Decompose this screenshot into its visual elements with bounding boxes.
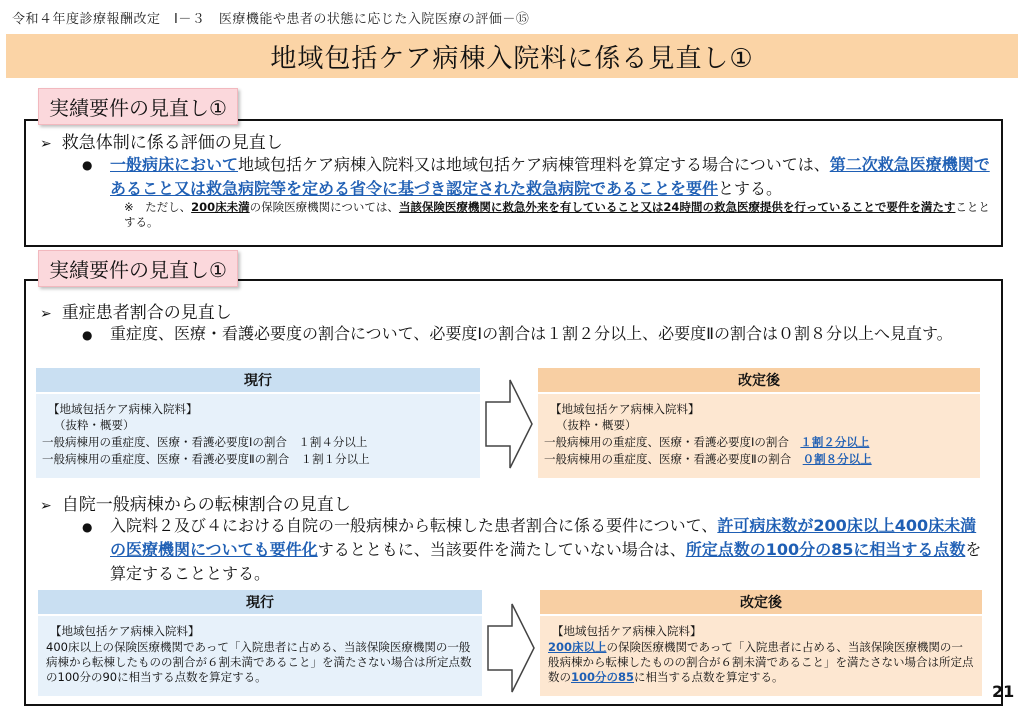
highlight-text: 第二次救急医療機関であること又は救急病院等を定める省令に基づき認定された救急病院であることを要件 xyxy=(110,155,990,198)
bullet-text: 入院料２及び４における自院の一般病棟から転棟した患者割合に係る要件について、 xyxy=(110,516,718,535)
panel-line-text: 一般病棟用の重症度、医療・看護必要度Ⅱの割合 xyxy=(544,452,803,466)
panel-text: 400床以上の保険医療機関であって「入院患者に占める、当該保険医療機関の一般病棟から転棟したものの割合が６割未満であること」を満たさない場合は所定点数の100分の90に相当する点数を算定する。 xyxy=(46,640,472,684)
section1-heading-text: 救急体制に係る評価の見直し xyxy=(61,133,283,153)
panel-line xyxy=(544,452,872,467)
panel-line: 一般病棟用の重症度、医療・看護必要度Ⅰの割合 １割４分以上 xyxy=(42,435,368,449)
highlight-text: 所定点数の100分の85に相当する点数 xyxy=(685,540,966,559)
section2-tag: 実績要件の見直し① xyxy=(38,250,238,287)
page-title: 地域包括ケア病棟入院料に係る見直し① xyxy=(270,43,754,74)
section2-heading2-text: 自院一般病棟からの転棟割合の見直し xyxy=(61,495,351,515)
chevron-right-icon: ➢ xyxy=(40,498,52,514)
revised-highlight: 200床以上 xyxy=(548,640,607,654)
revised-value: １割２分以上 xyxy=(800,435,870,449)
section2-heading2 xyxy=(40,490,351,515)
note-text: の保険医療機関については、 xyxy=(249,200,399,214)
current-panel xyxy=(36,394,480,478)
panel-line: 【地域包括ケア病棟入院料】 xyxy=(550,402,700,416)
note-text: こととする。 xyxy=(124,200,990,229)
bullet-text: するとともに、当該要件を満たしていない場合は、 xyxy=(317,540,686,559)
section1-heading xyxy=(40,128,283,153)
revised-value: ０割８分以上 xyxy=(802,452,872,466)
title-bar xyxy=(6,34,1018,78)
section2-heading1-text: 重症患者割合の見直し xyxy=(61,303,232,323)
current-panel-2 xyxy=(38,616,482,696)
bullet-text: を算定することとする。 xyxy=(110,540,982,583)
revised-panel-2 xyxy=(540,616,982,696)
panel-text-part: の保険医療機関であって「入院患者に占める、当該保険医療機関の一般病棟から転棟したものの割合が６割未満であること」を満たさない場合は所定点数の xyxy=(548,640,974,684)
section2-heading1 xyxy=(40,298,232,323)
current-label: 現行 xyxy=(36,368,480,392)
panel-line xyxy=(544,435,869,450)
panel-text-part: に相当する点数を算定する。 xyxy=(634,670,784,684)
note-prefix: ※ ただし、 xyxy=(124,200,192,214)
header-breadcrumb: 令和４年度診療報酬改定 Ⅰ－３ 医療機能や患者の状態に応じた入院医療の評価－⑮ xyxy=(12,12,530,27)
note-highlight: 200床未満 xyxy=(191,200,250,214)
bullet-dot-icon: ● xyxy=(82,158,93,172)
revised-label: 改定後 xyxy=(538,368,980,392)
panel-line: （抜粋・概要） xyxy=(556,418,637,432)
bullet-text: 地域包括ケア病棟入院料又は地域包括ケア病棟管理料を算定する場合については、 xyxy=(238,155,830,174)
section2-bullet1: 重症度、医療・看護必要度の割合について、必要度Ⅰの割合は１割２分以上、必要度Ⅱの割合は０割８分以上へ見直す。 xyxy=(110,324,953,343)
section1-bullet xyxy=(110,153,990,201)
panel-line: 【地域包括ケア病棟入院料】 xyxy=(48,402,198,416)
panel-text xyxy=(548,640,974,685)
revised-highlight: 100分の85 xyxy=(571,670,635,684)
section2-bullet2 xyxy=(110,514,990,586)
bullet-dot-icon: ● xyxy=(82,520,93,534)
section1-tag: 実績要件の見直し① xyxy=(38,88,238,125)
bullet-dot-icon: ● xyxy=(82,328,93,342)
panel-line: （抜粋・概要） xyxy=(54,418,135,432)
arrow-right-icon xyxy=(486,600,536,696)
note-highlight: 当該保険医療機関に救急外来を有していること又は24時間の救急医療提供を行っていることで要件を満たす xyxy=(398,200,956,214)
bullet-text: とする。 xyxy=(718,179,783,198)
arrow-right-icon xyxy=(484,376,534,472)
section1-note xyxy=(124,200,994,230)
chevron-right-icon: ➢ xyxy=(40,136,52,152)
panel-line-text: 一般病棟用の重症度、医療・看護必要度Ⅰの割合 xyxy=(544,435,801,449)
chevron-right-icon: ➢ xyxy=(40,306,52,322)
highlight-text: 一般病床において xyxy=(110,155,239,174)
revised-label-2: 改定後 xyxy=(540,590,982,614)
panel-line: 【地域包括ケア病棟入院料】 xyxy=(50,624,200,638)
current-label-2: 現行 xyxy=(38,590,482,614)
page-number: 21 xyxy=(992,682,1015,701)
panel-line: 一般病棟用の重症度、医療・看護必要度Ⅱの割合 １割１分以上 xyxy=(42,452,370,466)
panel-line: 【地域包括ケア病棟入院料】 xyxy=(552,624,702,638)
revised-panel xyxy=(538,394,980,478)
highlight-text: 許可病床数が200床以上400床未満の医療機関についても要件化 xyxy=(110,516,977,559)
